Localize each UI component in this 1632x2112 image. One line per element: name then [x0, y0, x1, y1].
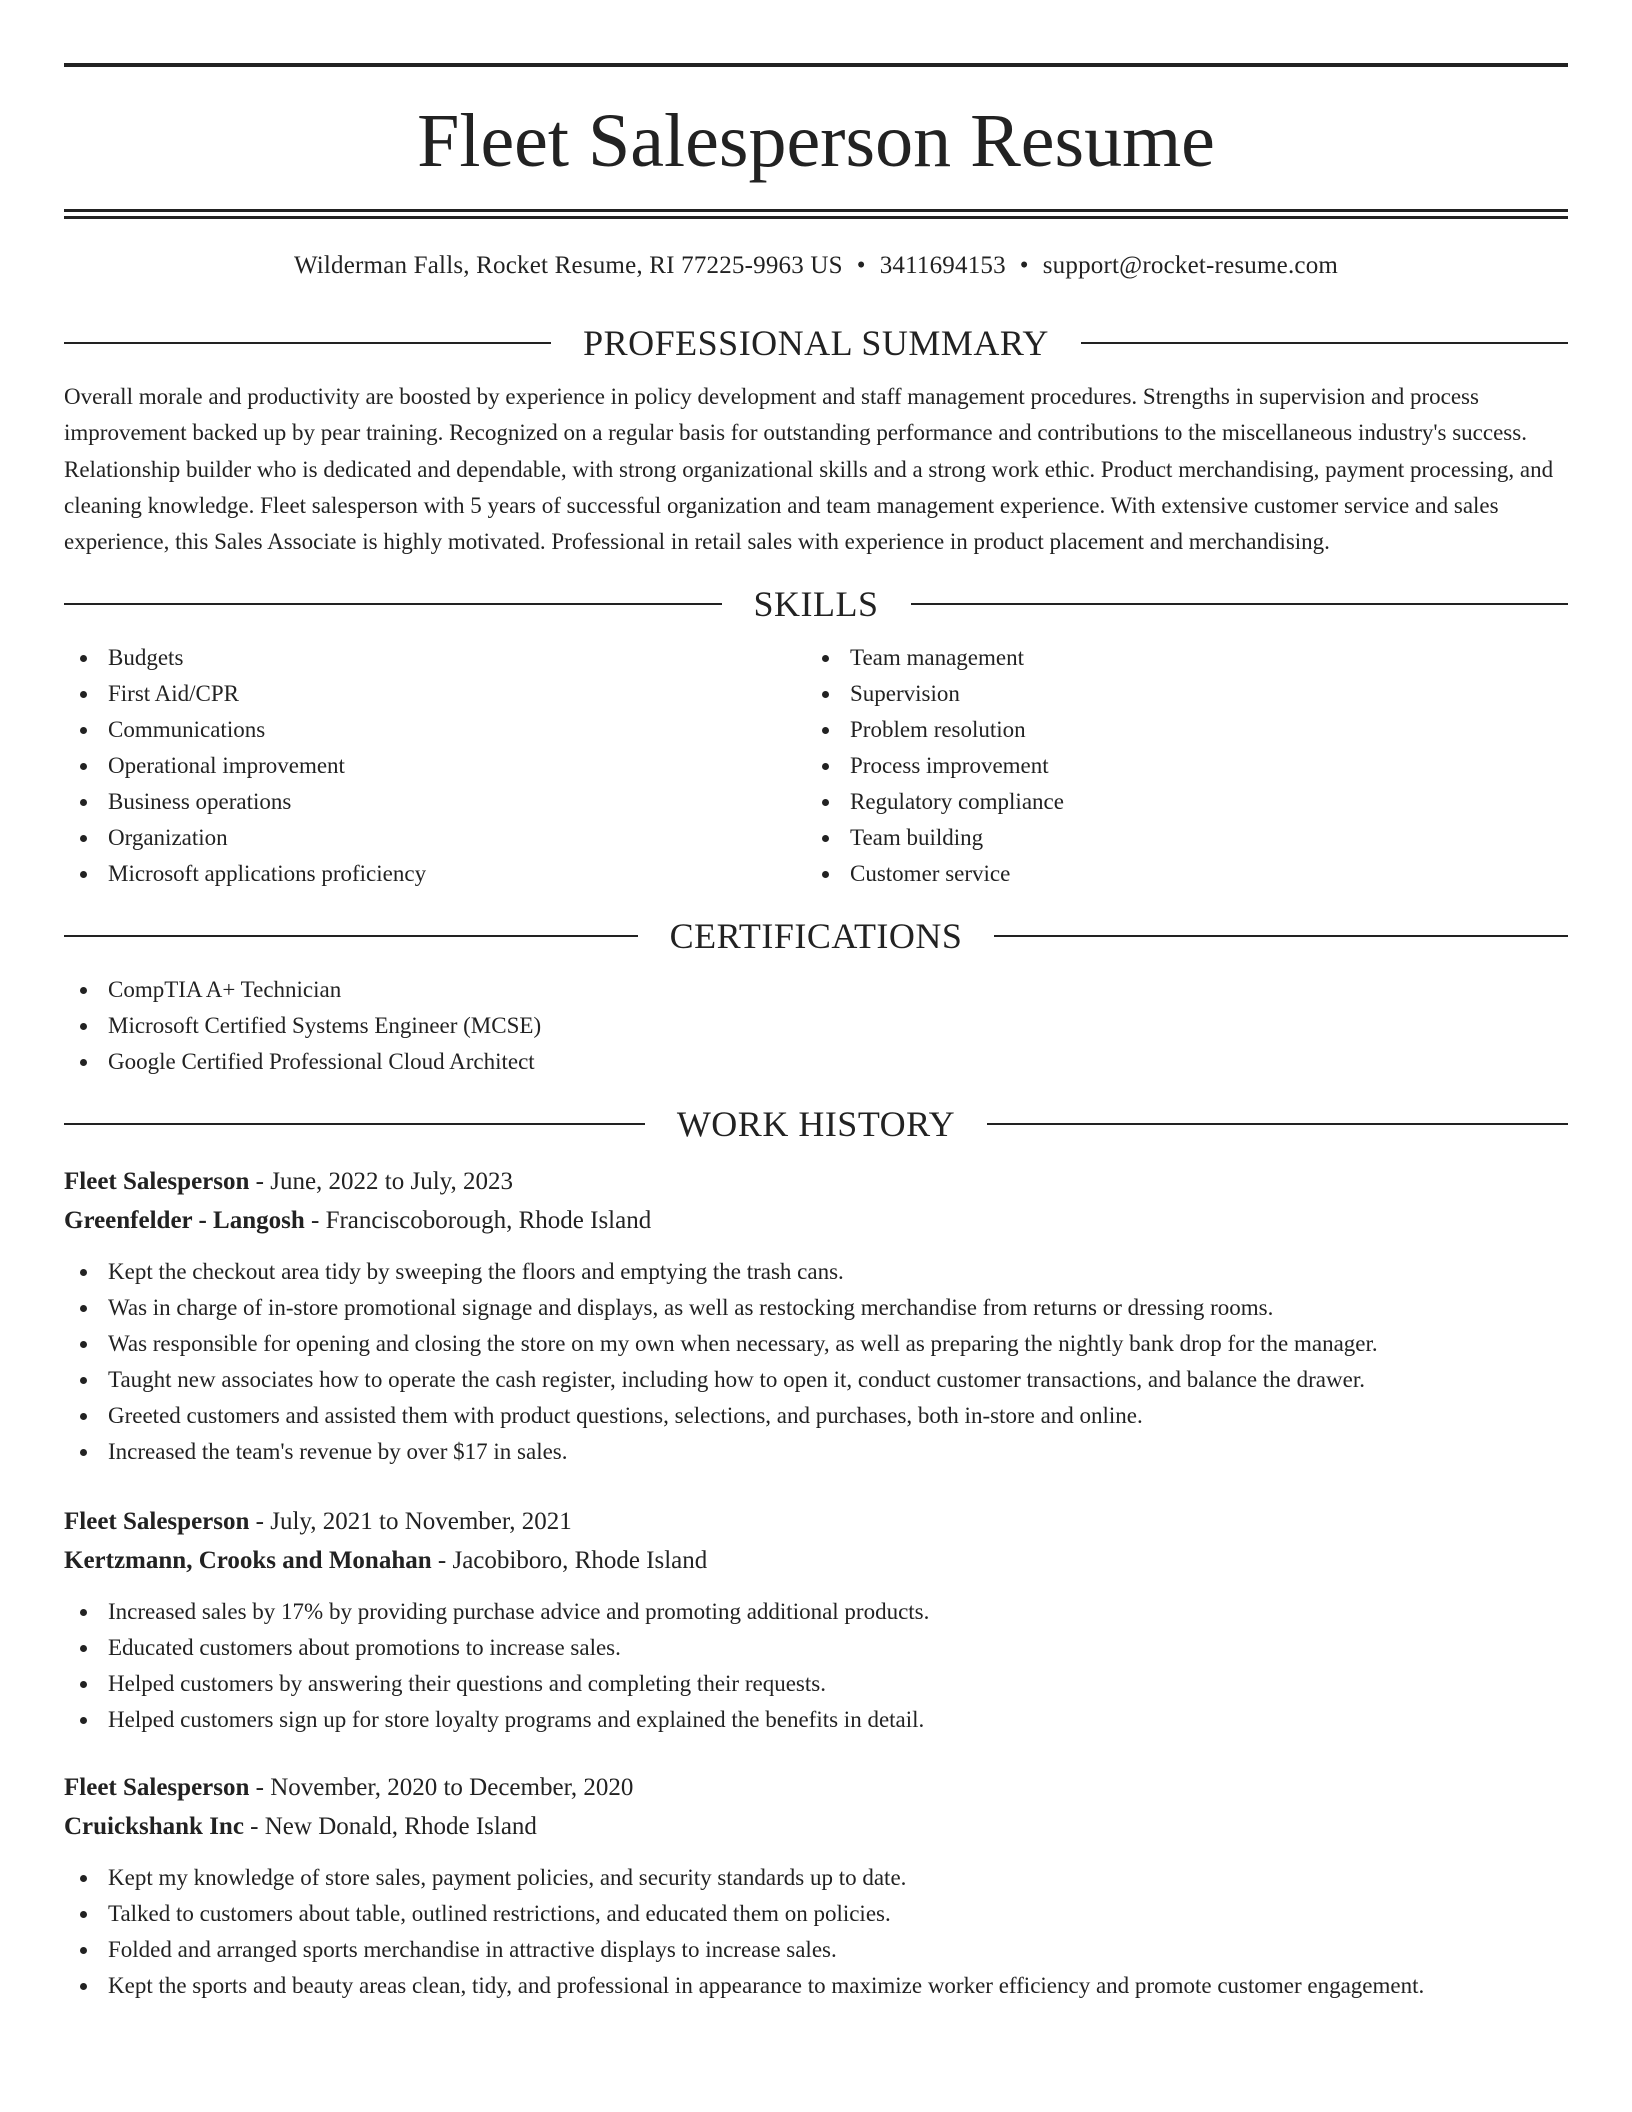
section-rule-right	[911, 603, 1569, 605]
job-duty: Increased the team's revenue by over $17 in sales.	[64, 1434, 1568, 1470]
summary-heading: PROFESSIONAL SUMMARY	[583, 323, 1049, 363]
skill-item: Problem resolution	[806, 712, 1548, 748]
job-duty: Was responsible for opening and closing the store on my own when necessary, as well as preparing the nightly bank drop for the manager.	[64, 1326, 1568, 1362]
skill-item: First Aid/CPR	[64, 676, 806, 712]
job-duty: Increased sales by 17% by providing purchase advice and promoting additional products.	[64, 1594, 1568, 1630]
page-title: Fleet Salesperson Resume	[417, 99, 1215, 183]
skill-item: Customer service	[806, 856, 1548, 892]
job-dates: - November, 2020 to December, 2020	[255, 1774, 634, 1802]
job-location: - Jacobiboro, Rhode Island	[437, 1547, 708, 1575]
summary-section-header	[64, 323, 1568, 363]
job-duty: Folded and arranged sports merchandise in attractive displays to increase sales.	[64, 1932, 1568, 1968]
section-rule-right	[1081, 342, 1568, 344]
job-duties-list	[64, 1254, 1568, 1470]
certifications-section-header	[64, 916, 1568, 956]
skill-item: Budgets	[64, 640, 806, 676]
job-title: Fleet Salesperson	[64, 1508, 250, 1536]
job-company-line	[64, 1201, 1568, 1240]
certification-item: Microsoft Certified Systems Engineer (MCSE)	[64, 1008, 1568, 1044]
section-rule-right	[987, 1123, 1568, 1125]
section-rule-left	[64, 1123, 645, 1125]
job-duties-list	[64, 1860, 1568, 2004]
section-rule-right	[994, 935, 1568, 937]
job-duty: Greeted customers and assisted them with product questions, selections, and purchases, both in-store and online.	[64, 1398, 1568, 1434]
job-title-line	[64, 1502, 1568, 1541]
job-dates: - June, 2022 to July, 2023	[255, 1168, 514, 1196]
job-duty: Helped customers sign up for store loyalty programs and explained the benefits in detail.	[64, 1702, 1568, 1738]
skill-item: Regulatory compliance	[806, 784, 1548, 820]
skill-item: Process improvement	[806, 748, 1548, 784]
job-company-line	[64, 1807, 1568, 1846]
job-duties-list	[64, 1594, 1568, 1738]
job-company: Greenfelder - Langosh	[64, 1207, 305, 1235]
skills-heading: SKILLS	[753, 584, 879, 625]
job-duty: Kept my knowledge of store sales, payment policies, and security standards up to date.	[64, 1860, 1568, 1896]
certification-item: CompTIA A+ Technician	[64, 972, 1568, 1008]
top-rule	[64, 63, 1568, 67]
job-entry	[64, 1768, 1568, 2004]
job-title: Fleet Salesperson	[64, 1168, 250, 1196]
job-duty: Kept the checkout area tidy by sweeping the floors and emptying the trash cans.	[64, 1254, 1568, 1290]
contact-address: Wilderman Falls, Rocket Resume, RI 77225-9963 US	[293, 252, 843, 279]
job-location: - Franciscoborough, Rhode Island	[311, 1207, 652, 1235]
skills-grid	[64, 640, 1568, 892]
certifications-list	[64, 972, 1568, 1080]
title-double-rule	[64, 209, 1568, 219]
job-entry	[64, 1502, 1568, 1738]
certifications-heading: CERTIFICATIONS	[669, 916, 963, 957]
certification-item: Google Certified Professional Cloud Architect	[64, 1044, 1568, 1080]
contact-separator: •	[1019, 252, 1029, 279]
skill-item: Team building	[806, 820, 1548, 856]
job-company-line	[64, 1541, 1568, 1580]
job-duty: Was in charge of in-store promotional signage and displays, as well as restocking merchandise from returns or dressing rooms.	[64, 1290, 1568, 1326]
contact-email: support@rocket-resume.com	[1042, 252, 1339, 279]
skill-item: Business operations	[64, 784, 806, 820]
skill-item: Operational improvement	[64, 748, 806, 784]
skill-item: Organization	[64, 820, 806, 856]
skill-item: Microsoft applications proficiency	[64, 856, 806, 892]
skill-item: Team management	[806, 640, 1548, 676]
job-duty: Taught new associates how to operate the cash register, including how to open it, conduct customer transactions, and balance the drawer.	[64, 1362, 1568, 1398]
summary-text: Overall morale and productivity are boosted by experience in policy development and staff management procedures. Strengths in supervision and process improvement backed up by pear training. Recognized on a regular basis for outstanding performance and contributions to the miscellaneous industry's success. Relationship builder who is dedicated and dependable, with strong organizational skills and a strong work ethic. Product merchandising, payment processing, and cleaning knowledge. Fleet salesperson with 5 years of successful organization and team management experience. With extensive customer service and sales experience, this Sales Associate is highly motivated. Professional in retail sales with experience in product placement and merchandising.	[64, 384, 1554, 555]
skills-list-right	[806, 640, 1548, 892]
job-duty: Educated customers about promotions to increase sales.	[64, 1630, 1568, 1666]
job-duty: Helped customers by answering their questions and completing their requests.	[64, 1666, 1568, 1702]
section-rule-left	[64, 935, 638, 937]
skills-list-left	[64, 640, 806, 892]
section-rule-left	[64, 342, 551, 344]
job-title: Fleet Salesperson	[64, 1774, 250, 1802]
job-title-line	[64, 1768, 1568, 1807]
job-duty: Talked to customers about table, outlined restrictions, and educated them on policies.	[64, 1896, 1568, 1932]
resume-page	[64, 63, 1568, 2004]
job-title-line	[64, 1162, 1568, 1201]
skill-item: Communications	[64, 712, 806, 748]
contact-line	[64, 251, 1568, 281]
job-duty: Kept the sports and beauty areas clean, tidy, and professional in appearance to maximize worker efficiency and promote customer engagement.	[64, 1968, 1568, 2004]
job-company: Kertzmann, Crooks and Monahan	[64, 1547, 432, 1575]
job-dates: - July, 2021 to November, 2021	[255, 1508, 572, 1536]
job-location: - New Donald, Rhode Island	[250, 1813, 537, 1841]
work-heading: WORK HISTORY	[676, 1104, 956, 1145]
contact-phone: 3411694153	[879, 252, 1006, 279]
job-company: Cruickshank Inc	[64, 1813, 244, 1841]
skill-item: Supervision	[806, 676, 1548, 712]
job-entry	[64, 1162, 1568, 1470]
skills-section-header	[64, 584, 1568, 624]
section-rule-left	[64, 603, 722, 605]
work-section-header	[64, 1104, 1568, 1144]
contact-separator: •	[856, 252, 866, 279]
